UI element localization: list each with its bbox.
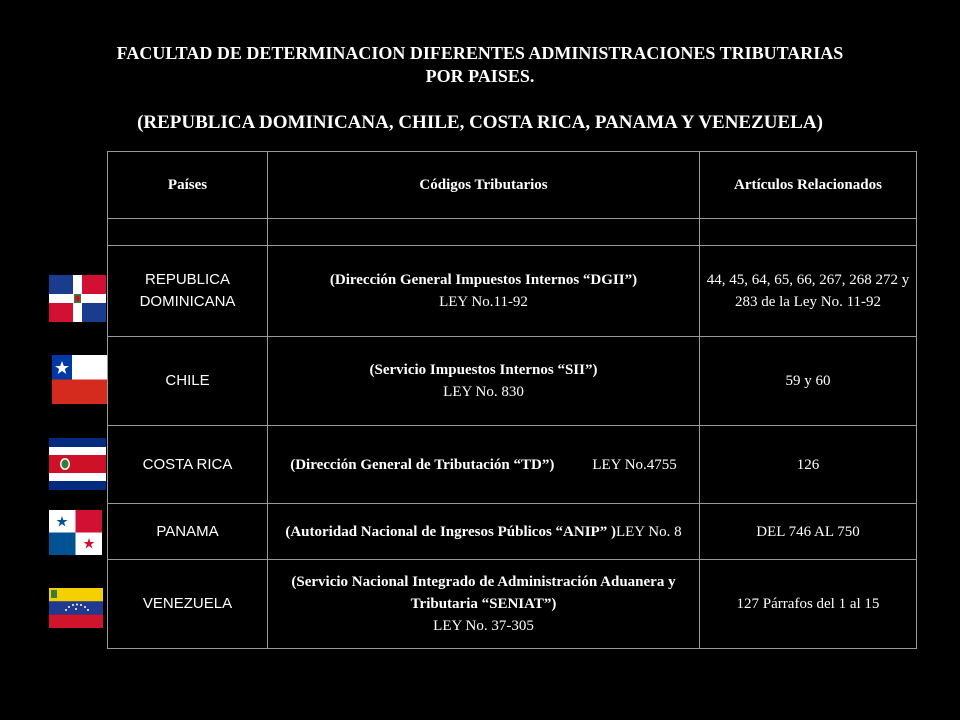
country-name: COSTA RICA bbox=[108, 426, 268, 504]
header-tax-codes: Códigos Tributarios bbox=[268, 152, 700, 219]
table-row bbox=[108, 246, 917, 337]
related-articles: 59 y 60 bbox=[700, 337, 917, 426]
related-articles: 127 Párrafos del 1 al 15 bbox=[700, 560, 917, 649]
law-number: LEY No. 8 bbox=[615, 523, 682, 540]
venezuela-flag-icon bbox=[49, 588, 103, 628]
country-name: CHILE bbox=[108, 337, 268, 426]
page-subtitle: (REPUBLICA DOMINICANA, CHILE, COSTA RICA, PANAMA Y VENEZUELA) bbox=[137, 112, 823, 133]
chile-flag-icon bbox=[52, 355, 108, 404]
tax-code bbox=[268, 337, 700, 426]
tax-code bbox=[268, 246, 700, 337]
table-row bbox=[108, 560, 917, 649]
law-number: LEY No. 37-305 bbox=[433, 618, 534, 634]
header-related-articles: Artículos Relacionados bbox=[700, 152, 917, 219]
tax-code bbox=[268, 560, 700, 649]
agency-name: (Servicio Impuestos Internos “SII”) bbox=[369, 362, 598, 378]
panama-flag-icon bbox=[49, 510, 102, 555]
empty-cell bbox=[700, 219, 917, 246]
law-number: LEY No. 830 bbox=[443, 384, 524, 400]
tax-codes-table bbox=[107, 151, 917, 649]
empty-cell bbox=[108, 219, 268, 246]
tax-code bbox=[268, 426, 700, 504]
law-number: LEY No.4755 bbox=[592, 456, 677, 473]
country-name: VENEZUELA bbox=[108, 560, 268, 649]
empty-cell bbox=[268, 219, 700, 246]
related-articles: 126 bbox=[700, 426, 917, 504]
country-name: REPUBLICA DOMINICANA bbox=[108, 246, 268, 337]
law-number: LEY No.11-92 bbox=[439, 294, 528, 310]
agency-name: (Dirección General de Tributación “TD”) bbox=[290, 456, 555, 473]
page-title: FACULTAD DE DETERMINACION DIFERENTES ADMINISTRACIONES TRIBUTARIAS POR PAISES. bbox=[116, 43, 844, 86]
tax-code bbox=[268, 504, 700, 560]
related-articles: 44, 45, 64, 65, 66, 267, 268 272 y 283 de la Ley No. 11-92 bbox=[700, 246, 917, 337]
related-articles: DEL 746 AL 750 bbox=[700, 504, 917, 560]
table-row bbox=[108, 504, 917, 560]
agency-name: (Dirección General Impuestos Internos “DGII”) bbox=[329, 272, 638, 288]
table-row bbox=[108, 426, 917, 504]
country-name: PANAMA bbox=[108, 504, 268, 560]
table-header-row bbox=[108, 152, 917, 219]
dominican-republic-flag-icon bbox=[49, 275, 106, 322]
empty-row bbox=[108, 219, 917, 246]
table-row bbox=[108, 337, 917, 426]
header-countries: Países bbox=[108, 152, 268, 219]
agency-name: (Servicio Nacional Integrado de Administración Aduanera y Tributaria “SENIAT”) bbox=[291, 574, 676, 612]
costa-rica-flag-icon bbox=[49, 438, 106, 490]
agency-name: (Autoridad Nacional de Ingresos Públicos “ANIP” ) bbox=[285, 523, 616, 540]
